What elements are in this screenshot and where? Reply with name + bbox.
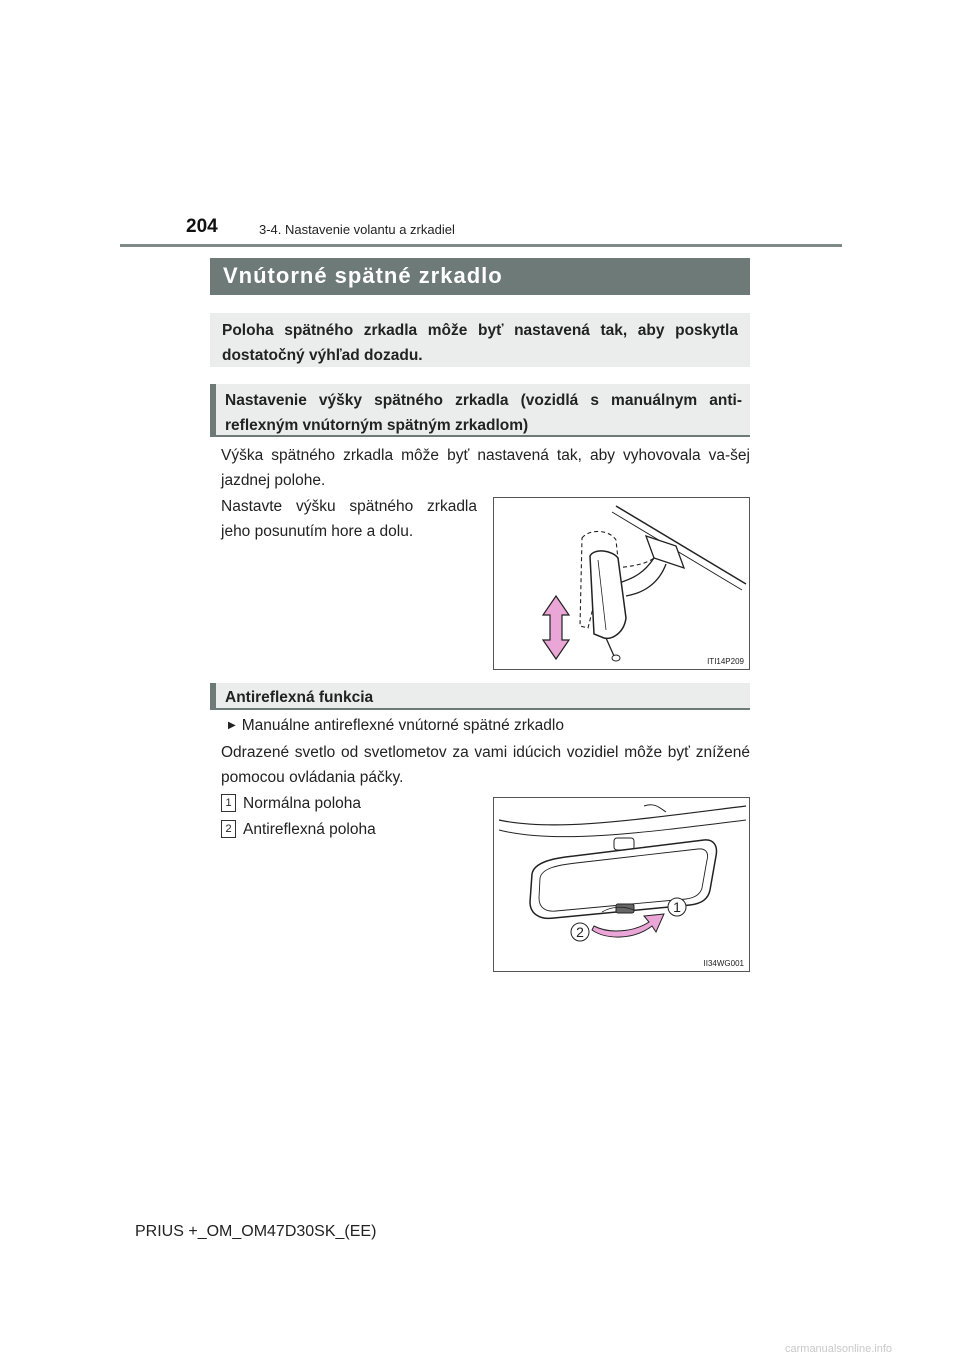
- callout-1: 1: [673, 899, 681, 915]
- item-number-badge: 2: [221, 820, 236, 838]
- height-adjust-heading: Nastavenie výšky spätného zrkadla (vozidlá s manuálnym anti-reflexným vnútorným spätným zrkadlom): [210, 384, 750, 437]
- item-number-badge: 1: [221, 794, 236, 812]
- figure-code: ITI14P209: [707, 657, 744, 666]
- height-adjust-paragraph: Výška spätného zrkadla môže byť nastavená tak, aby vyhovovala va-šej jazdnej polohe.: [221, 447, 750, 489]
- footer-model-code: PRIUS +_OM_OM47D30SK_(EE): [135, 1223, 377, 1240]
- antiglare-bullet-text: Manuálne antireflexné vnútorné spätné zrkadlo: [241, 717, 564, 734]
- antiglare-illustration: [494, 798, 750, 972]
- header-rule: [120, 244, 842, 247]
- callout-2: 2: [576, 924, 584, 940]
- page-number: 204: [186, 216, 218, 237]
- antiglare-heading: Antireflexná funkcia: [210, 683, 750, 710]
- triangle-bullet-icon: ▶: [228, 720, 236, 731]
- section-label: 3-4. Nastavenie volantu a zrkadiel: [259, 222, 455, 237]
- watermark: carmanualsonline.info: [785, 1343, 893, 1355]
- intro-box: Poloha spätného zrkadla môže byť nastavená tak, aby poskytla dostatočný výhľad dozadu.: [210, 313, 750, 367]
- antiglare-paragraph: Odrazené svetlo od svetlometov za vami idúcich vozidiel môže byť znížené pomocou ovládania páčky.: [221, 744, 750, 786]
- list-item: [221, 817, 481, 842]
- mirror-height-figure: [493, 497, 750, 670]
- height-adjust-instruction: Nastavte výšku spätného zrkadla jeho posunutím hore a dolu.: [221, 498, 477, 540]
- figure-code: II34WG001: [703, 959, 744, 968]
- page-title: Vnútorné spätné zrkadlo: [210, 258, 750, 295]
- list-item-label: Normálna poloha: [243, 795, 362, 812]
- list-item: [221, 791, 481, 816]
- mirror-height-illustration: [494, 498, 750, 670]
- list-item-label: Antireflexná poloha: [243, 821, 376, 838]
- antiglare-bullet: [228, 713, 748, 738]
- antiglare-lever-figure: [493, 797, 750, 972]
